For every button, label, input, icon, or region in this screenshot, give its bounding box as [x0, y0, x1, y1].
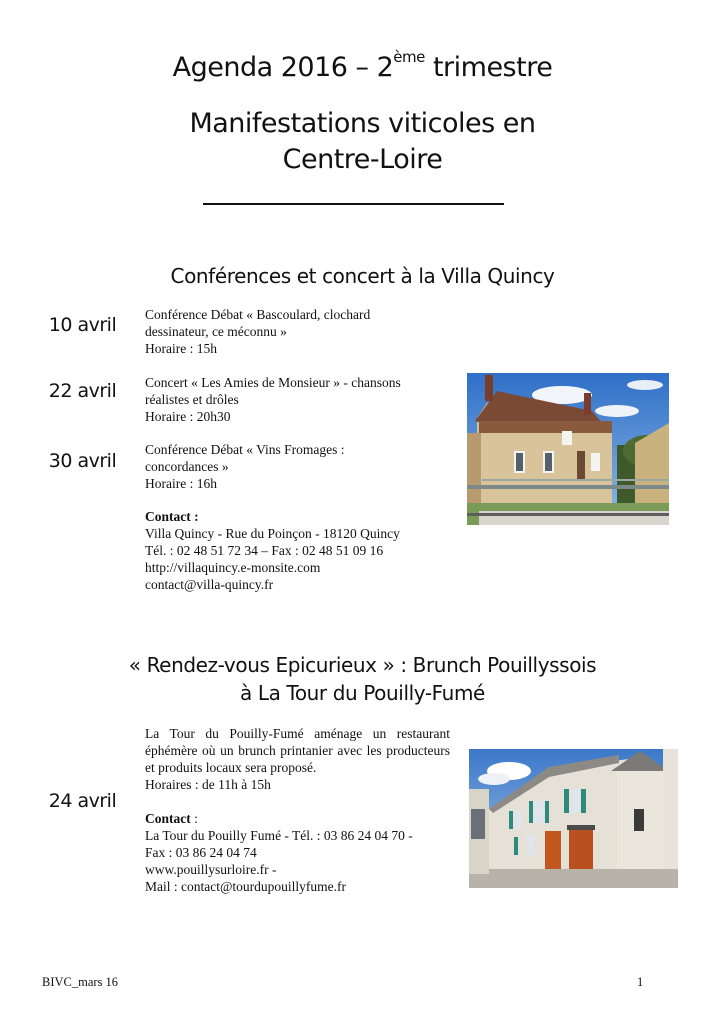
- contact-website-link[interactable]: http://villaquincy.e-monsite.com: [145, 560, 321, 575]
- contact-block-tour-pouilly: Contact : La Tour du Pouilly Fumé - Tél. : 03 86 24 04 70 - Fax : 03 86 24 04 74 www.pouillysurloire.fr - Mail : contact@tourdupouillyfume.fr: [145, 811, 413, 894]
- page-subtitle: [0, 106, 725, 178]
- subtitle-line-1: Manifestations viticoles en: [189, 108, 536, 139]
- event-details: [145, 441, 345, 492]
- contact-label: Contact: [145, 811, 191, 826]
- event-description: Conférence Débat « Vins Fromages :: [145, 442, 345, 457]
- brunch-description: La Tour du Pouilly-Fumé aménage un restaurant éphémère où un brunch printanier avec les producteurs et produits locaux sera proposé.: [145, 726, 450, 775]
- section-heading-line-2: à La Tour du Pouilly-Fumé: [240, 681, 485, 705]
- subtitle-line-2: Centre-Loire: [282, 144, 443, 175]
- brunch-hours: Horaires : de 11h à 15h: [145, 777, 271, 792]
- page-title: Agenda 2016 – 2ème trimestre: [172, 48, 553, 83]
- contact-website-link[interactable]: www.pouillysurloire.fr -: [145, 862, 277, 877]
- event-description: Conférence Débat « Bascoulard, clochard: [145, 307, 371, 322]
- event-date: 30 avril: [48, 450, 117, 472]
- page-number: 1: [637, 975, 644, 989]
- section-heading-brunch: [0, 653, 725, 705]
- event-details: [145, 306, 370, 357]
- villa-quincy-photo: [467, 373, 669, 525]
- event-date: 10 avril: [48, 314, 117, 336]
- event-time: Horaire : 16h: [145, 476, 217, 491]
- event-details: [145, 374, 401, 425]
- title-divider: [203, 203, 504, 205]
- contact-fax: Fax : 03 86 24 04 74: [145, 845, 257, 860]
- event-date: 22 avril: [48, 380, 117, 402]
- contact-phone: La Tour du Pouilly Fumé - Tél. : 03 86 24 04 70 -: [145, 828, 413, 843]
- event-description: concordances »: [145, 459, 229, 474]
- contact-block-villa-quincy: [145, 508, 400, 593]
- section-heading-line-1: « Rendez-vous Epicurieux » : Brunch Pouillyssois: [128, 653, 597, 677]
- event-time: Horaire : 15h: [145, 341, 217, 356]
- event-description: Concert « Les Amies de Monsieur » - chansons: [145, 375, 401, 390]
- contact-email-link[interactable]: contact@villa-quincy.fr: [145, 577, 274, 592]
- section-heading-villa-quincy: Conférences et concert à la Villa Quincy: [170, 264, 555, 288]
- contact-email-link[interactable]: Mail : contact@tourdupouillyfume.fr: [145, 879, 347, 894]
- footer-document-ref: BIVC_mars 16: [42, 975, 119, 989]
- contact-phone: Tél. : 02 48 51 72 34 – Fax : 02 48 51 09 16: [145, 543, 384, 558]
- event-date: 24 avril: [48, 790, 117, 812]
- event-description: dessinateur, ce méconnu »: [145, 324, 287, 339]
- event-description: réalistes et drôles: [145, 392, 239, 407]
- event-time: Horaire : 20h30: [145, 409, 231, 424]
- tour-pouilly-photo: [469, 749, 678, 888]
- contact-label: Contact :: [145, 509, 199, 524]
- contact-address: Villa Quincy - Rue du Poinçon - 18120 Quincy: [145, 526, 400, 541]
